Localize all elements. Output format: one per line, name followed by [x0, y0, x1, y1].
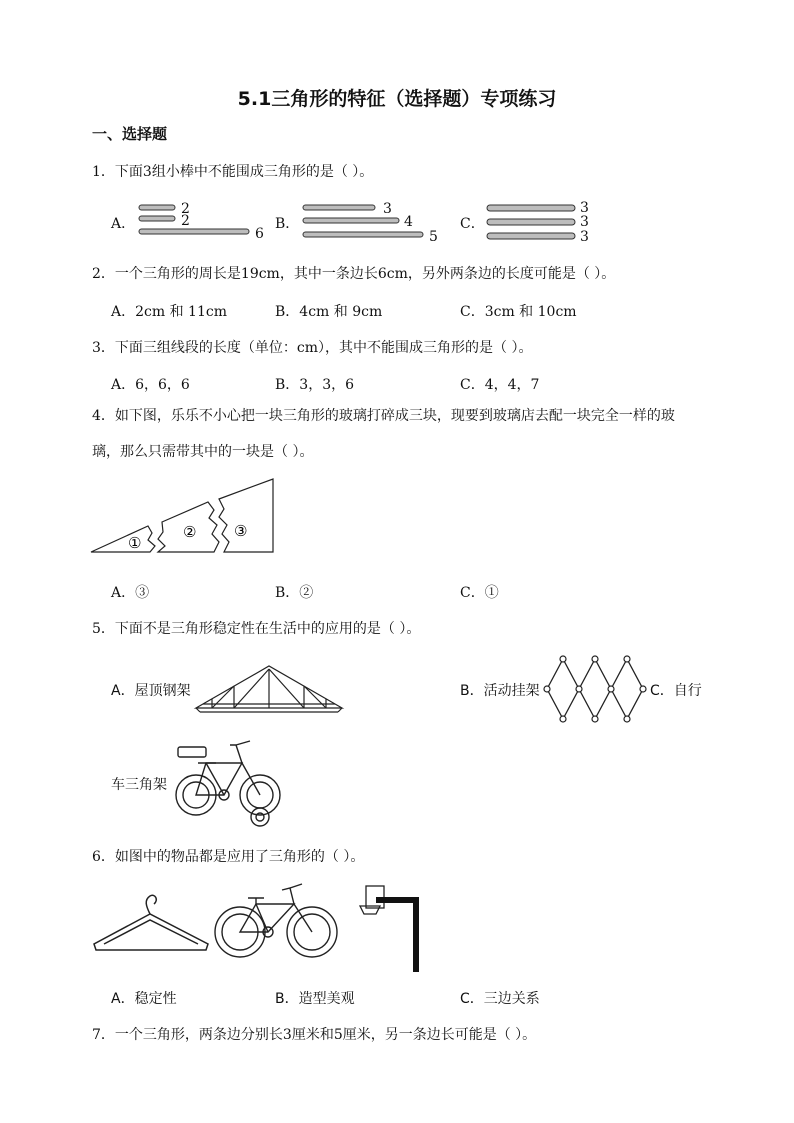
q4-option-c: C．① — [460, 585, 499, 601]
question-4-text-line2: 璃，那么只需带其中的一块是（ ）。 — [92, 444, 314, 460]
q1-option-c-label: C． — [460, 216, 485, 232]
stick-a2 — [139, 216, 175, 221]
stick-c3 — [487, 233, 575, 239]
glass-piece-1-shape — [91, 526, 155, 552]
stick-c3-label: 3 — [580, 229, 589, 245]
stick-a1 — [139, 205, 175, 210]
question-3-text: 3．下面三组线段的长度（单位：cm），其中不能围成三角形的是（ ）。 — [92, 340, 533, 356]
question-1-text: 1．下面3组小棒中不能围成三角形的是（ ）。 — [92, 164, 374, 180]
q5-option-c-label-line1: C．自行 — [650, 683, 702, 699]
question-2-text: 2．一个三角形的周长是19cm，其中一条边长6cm，另外两条边的长度可能是（ ）。 — [92, 266, 616, 282]
q5-option-b-label: B．活动挂架 — [460, 683, 540, 699]
stick-a1-label: 2 — [181, 201, 190, 217]
section-heading: 一、选择题 — [92, 125, 168, 143]
stick-b3-label: 5 — [429, 229, 438, 245]
q4-option-a: A．③ — [111, 585, 150, 601]
question-6-text: 6．如图中的物品都是应用了三角形的（ ）。 — [92, 849, 365, 865]
q1-option-b-label: B． — [275, 216, 300, 232]
stick-c1 — [487, 205, 575, 211]
page-title: 5.1三角形的特征（选择题）专项练习 — [237, 88, 557, 110]
q6-option-a: A．稳定性 — [111, 991, 177, 1007]
stick-a2-label: 2 — [181, 213, 190, 229]
question-7-text: 7．一个三角形，两条边分别长3厘米和5厘米，另一条边长可能是（ ）。 — [92, 1027, 537, 1043]
broken-glass-triangle-figure — [88, 478, 278, 563]
folding-rack-icon — [544, 654, 646, 724]
stick-b2 — [303, 218, 399, 223]
q5-option-a-label: A．屋顶钢架 — [111, 683, 191, 699]
q2-option-b: B．4cm 和 9cm — [275, 304, 383, 320]
q1-option-b-sticks — [302, 198, 452, 244]
question-5-text: 5．下面不是三角形稳定性在生活中的应用的是（ ）。 — [92, 621, 421, 637]
q1-option-c-sticks — [486, 198, 596, 244]
q1-option-a-label: A． — [111, 216, 136, 232]
stick-b1 — [303, 205, 375, 210]
q3-option-a: A．6，6，6 — [111, 377, 190, 393]
q2-option-a: A．2cm 和 11cm — [111, 304, 227, 320]
q5-option-c-label-line2: 车三角架 — [111, 777, 167, 793]
coat-hanger-icon — [92, 892, 210, 958]
stick-b2-label: 4 — [404, 214, 413, 230]
stick-a3-label: 6 — [255, 226, 264, 242]
glass-piece-3-shape — [219, 479, 273, 552]
stick-c2 — [487, 219, 575, 225]
bicycle-icon — [212, 882, 340, 960]
stick-a3 — [139, 229, 249, 234]
q2-option-c: C．3cm 和 10cm — [460, 304, 577, 320]
stick-c2-label: 3 — [580, 214, 589, 230]
glass-piece-2-label: ② — [183, 523, 197, 541]
roof-truss-icon — [194, 664, 344, 716]
glass-piece-1-label: ① — [128, 534, 142, 552]
question-4-text-line1: 4．如下图，乐乐不小心把一块三角形的玻璃打碎成三块，现要到玻璃店去配一块完全一样的玻 — [92, 408, 675, 424]
q3-option-b: B．3，3，6 — [275, 377, 355, 393]
q6-option-b: B．造型美观 — [275, 991, 355, 1007]
q1-option-a-sticks — [138, 200, 268, 242]
kids-bicycle-icon — [174, 737, 284, 831]
stick-b1-label: 3 — [383, 201, 392, 217]
q4-option-b: B．② — [275, 585, 314, 601]
q3-option-c: C．4，4，7 — [460, 377, 540, 393]
basketball-hoop-icon — [354, 882, 426, 974]
stick-b3 — [303, 232, 423, 237]
glass-piece-3-label: ③ — [234, 522, 248, 540]
q6-option-c: C．三边关系 — [460, 991, 540, 1007]
stick-c1-label: 3 — [580, 200, 589, 216]
